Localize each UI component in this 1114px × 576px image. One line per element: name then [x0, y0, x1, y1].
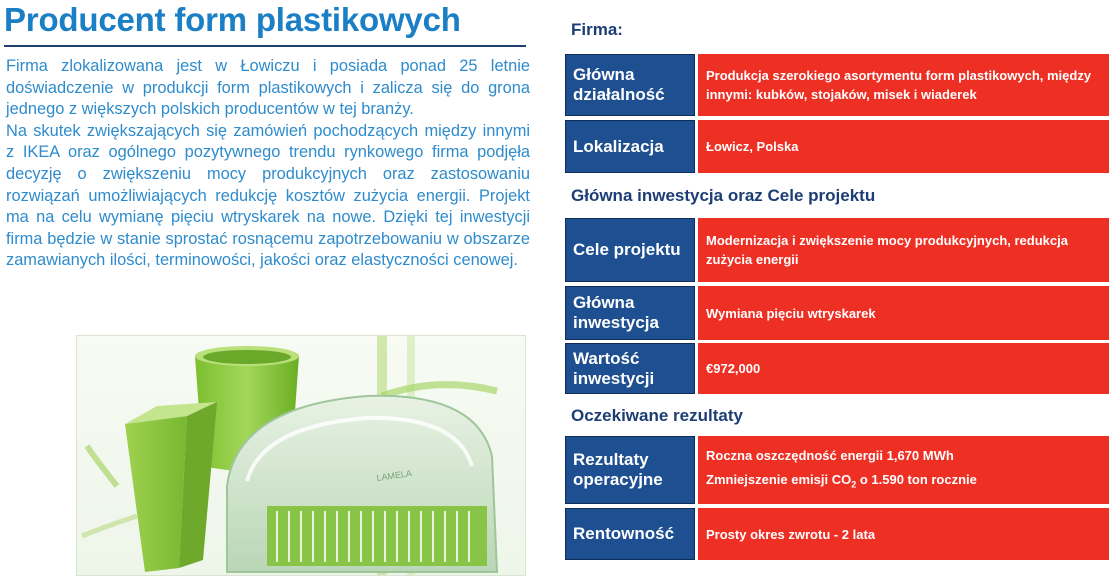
co2-subscript: 2 [851, 479, 857, 490]
row-label: Cele projektu [565, 218, 695, 282]
row-label: Główna działalność [565, 54, 695, 116]
section-heading-firma: Firma: [571, 20, 623, 39]
row-value-text: Prosty okres zwrotu - 2 lata [706, 526, 876, 542]
row-label: Główna inwestycja [565, 286, 695, 340]
row-value-text: Łowicz, Polska [706, 139, 799, 154]
row-value [698, 120, 1109, 173]
row-value-text: Produkcja szerokiego asortymentu form plastikowych, między innymi: kubków, stojaków, misek i wiaderek [706, 68, 1092, 102]
row-label: Wartość inwestycji [565, 343, 695, 394]
table-row [565, 343, 1109, 394]
plastic-products-illustration [77, 336, 526, 576]
row-value-text: Modernizacja i zwiększenie mocy produkcyjnych, redukcja zużycia energii [706, 233, 1068, 267]
emission-suffix: o 1.590 ton rocznie [856, 471, 977, 487]
row-label: Rentowność [565, 508, 695, 560]
product-logo: LAMELA [375, 468, 413, 483]
table-row [565, 54, 1109, 116]
table-row [565, 286, 1109, 340]
section-heading-rezultaty: Oczekiwane rezultaty [571, 406, 743, 425]
table-row [565, 218, 1109, 282]
page-title: Producent form plastikowych [4, 1, 461, 38]
section-heading-inwestycja: Główna inwestycja oraz Cele projektu [571, 186, 876, 205]
energy-savings-text: Roczna oszczędność energii 1,670 MWh [706, 447, 954, 463]
row-label: Rezultaty operacyjne [565, 436, 695, 504]
row-value [698, 436, 1109, 504]
row-value-text: Wymiana pięciu wtryskarek [706, 305, 876, 321]
row-value-text: €972,000 [706, 361, 761, 376]
row-value [698, 286, 1109, 340]
company-description [6, 56, 530, 272]
emission-prefix: Zmniejszenie emisji CO [706, 471, 852, 487]
row-value [698, 218, 1109, 282]
description-paragraph-1: Firma zlokalizowana jest w Łowiczu i posiada ponad 25 letnie doświadczenie w produkcji form plastikowych i zalicza się do grona jednego z większych polskich producentów w tej branży. [6, 57, 530, 119]
description-paragraph-2: Na skutek zwiększających się zamówień pochodzących między innymi z IKEA oraz ogólnego pozytywnego trendu rynkowego firma podjęła decyzję o zwiększeniu mocy produkcyjnych oraz zastosowaniu rozwiązań umożliwiających redukcję kosztów zużycia energii. Projekt ma na celu wymianę pięciu wtryskarek na nowe. Dzięki tej inwestycji firma będzie w stanie sprostać rosnącemu zapotrzebowaniu w obszarze zamawianych ilości, terminowości, jakości oraz elastyczności cenowej. [6, 121, 530, 270]
row-value [698, 54, 1109, 116]
table-row [565, 436, 1109, 504]
title-underline [4, 45, 526, 47]
row-label: Lokalizacja [565, 120, 695, 173]
table-row [565, 120, 1109, 173]
product-photo [76, 335, 526, 576]
emission-reduction-text [706, 468, 1101, 497]
table-row [565, 508, 1109, 560]
row-value [698, 508, 1109, 560]
row-value [698, 343, 1109, 394]
